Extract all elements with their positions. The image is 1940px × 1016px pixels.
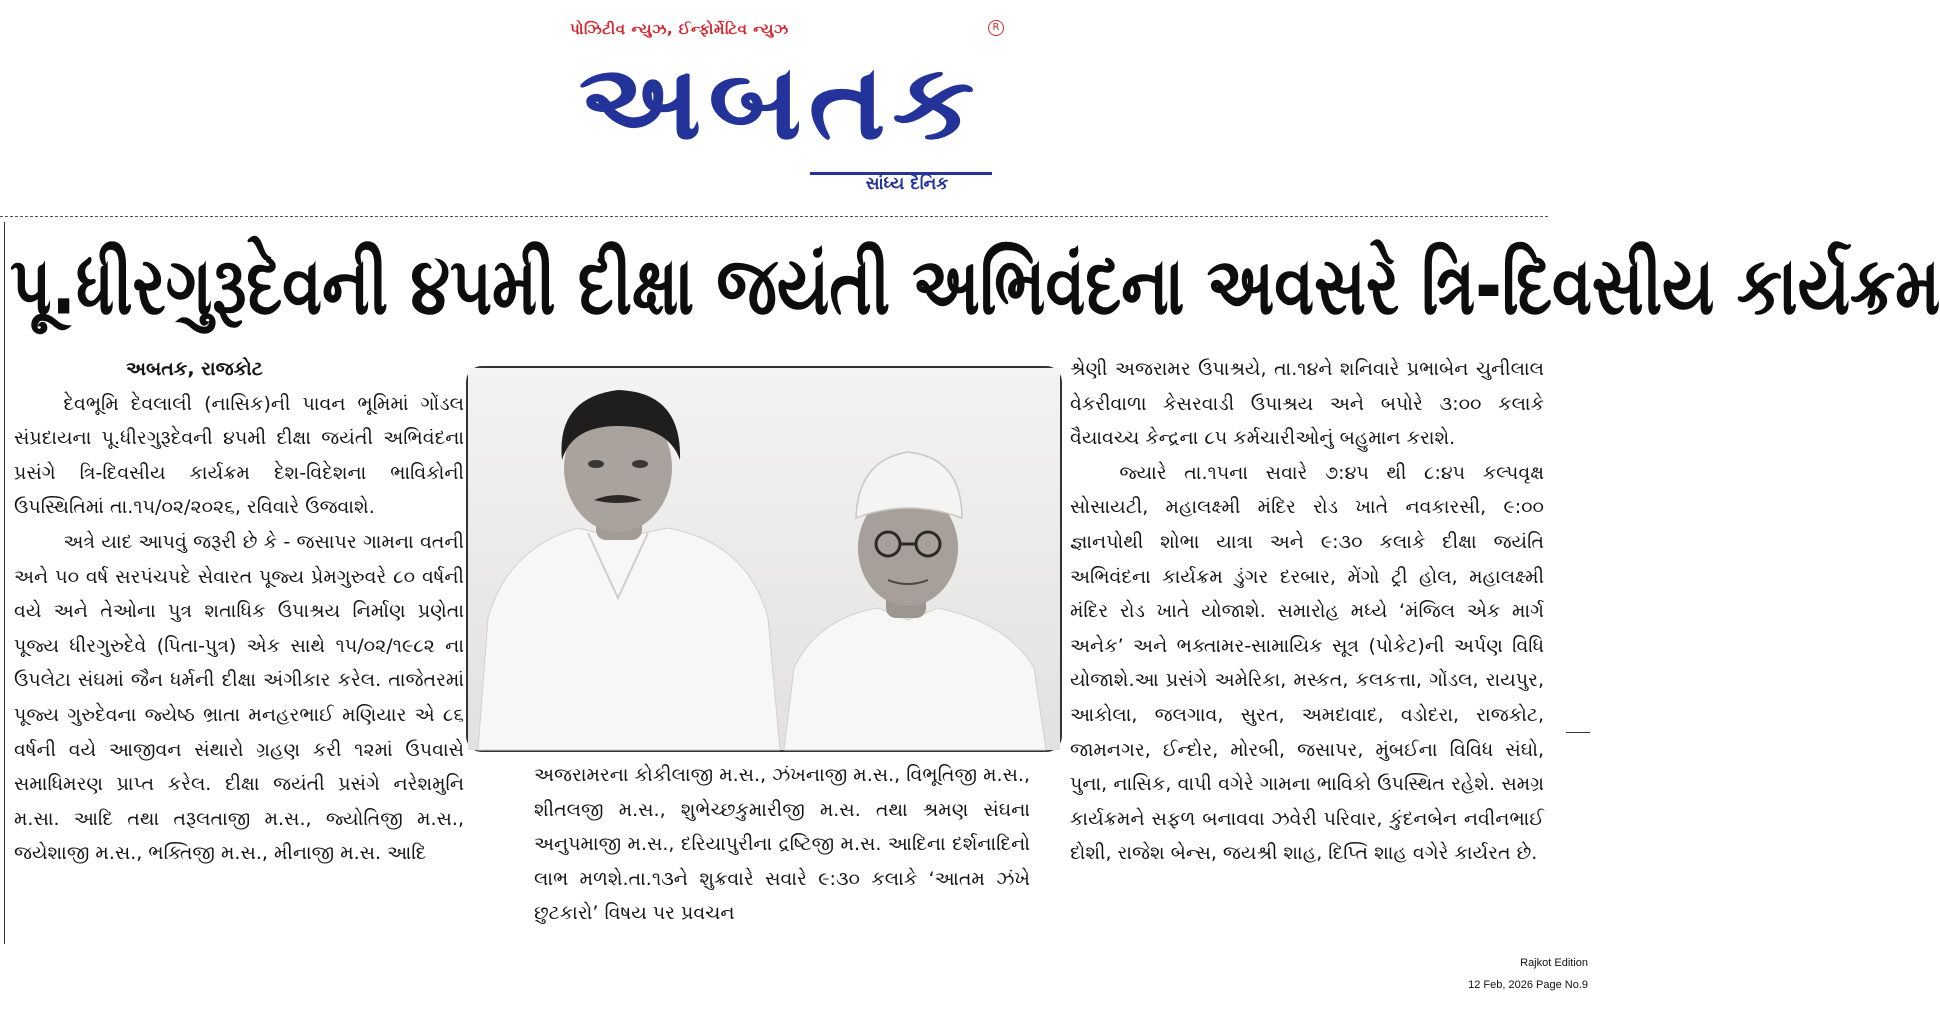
- page-footer: [1468, 952, 1588, 996]
- page-edge-tick: [1566, 732, 1590, 733]
- article-paragraph: શ્રેણી અજરામર ઉપાશ્રયે, તા.૧૪ને શનિવારે પ્રભાબેન ચુનીલાલ વેકરીવાળા કેસરવાડી ઉપાશ્રય અને બપોરે ૩:૦૦ કલાકે વૈયાવચ્ચ કેન્દ્રના ૮૫ કર્મચારીઓનું બહુમાન કરાશે.: [1070, 358, 1544, 450]
- article-left-border: [4, 222, 5, 944]
- article-paragraph: અજરામરના કોકીલાજી મ.સ., ઝંખનાજી મ.સ., વિભૂતિજી મ.સ., શીતલજી મ.સ., શુભેચ્છકુમારીજી મ.સ. તથા શ્રમણ સંઘના અનુપમાજી મ.સ., દરિયાપુરીના દ્રષ્ટિજી મ.સ. આદિના દર્શનાદિનો લાભ મળશે.તા.૧૩ને શુક્રવારે સવારે ૯:૩૦ કલાકે ‘આતમ ઝંખે છુટકારો’ વિષય પર પ્રવચન: [534, 764, 1030, 925]
- article-paragraph: દેવભૂમિ દેવલાલી (નાસિક)ની પાવન ભૂમિમાં ગોંડલ સંપ્રદાયના પૂ.ધીરગુરૂદેવની ૪૫મી દીક્ષા જયંતી અભિવંદના પ્રસંગે ત્રિ-દિવસીય કાર્યક્રમ દેશ-વિદેશના ભાવિકોની ઉપસ્થિતિમાં તા.૧૫/૦૨/૨૦૨૬, રવિવારે ઉજવાશે.: [14, 392, 464, 519]
- article-paragraph: અત્રે યાદ આપવું જરૂરી છે કે - જસાપર ગામના વતની અને ૫૦ વર્ષ સરપંચપદે સેવારત પૂજ્ય પ્રેમગુરુવરે ૮૦ વર્ષની વયે અને તેઓના પુત્ર શતાધિક ઉપાશ્રય નિર્માણ પ્રણેતા પૂજ્ય ધીરગુરુદેવે (પિતા-પુત્ર) એક સાથે ૧૫/૦૨/૧૯૮૨ ના ઉપલેટા સંઘમાં જૈન ધર્મની દીક્ષા અંગીકાર કરેલ. તાજેતરમાં પૂજ્ય ગુરુદેવના જ્યેષ્ઠ ભ્રાતા મનહરભાઈ મણિયાર એ ૮૬ વર્ષની વયે આજીવન સંથારો ગ્રહણ કરી ૧૨માં ઉપવાસે સમાધિમરણ પ્રાપ્ત કરેલ. દીક્ષા જયંતી પ્રસંગે નરેશમુનિ મ.સા. આદિ તથા તરૂલતાજી મ.સ., જ્યોતિજી મ.સ., જયેશાજી મ.સ., ભક્તિજી મ.સ., મીનાજી મ.સ. આદિ: [14, 530, 464, 865]
- article-dateline: અબતક, રાજકોટ: [126, 358, 263, 380]
- article-photo: [466, 366, 1062, 752]
- article-column-1: [14, 352, 464, 936]
- portrait-photo-icon: [468, 368, 1060, 750]
- date-page-label: 12 Feb, 2026 Page No.9: [1468, 979, 1588, 991]
- article-column-3: [1070, 352, 1544, 938]
- edition-type-label: સાંધ્ય દૈનિક: [865, 174, 949, 194]
- registered-trademark-icon: R: [988, 20, 1004, 36]
- edition-label: Rajkot Edition: [1520, 957, 1588, 969]
- masthead: [560, 14, 1020, 204]
- article-headline: પૂ.ધીરગુરૂદેવની ૪૫મી દીક્ષા જયંતી અભિવંદના અવસરે ત્રિ-દિવસીય કાર્યક્રમ: [10, 240, 1940, 334]
- article-column-2: [534, 758, 1030, 938]
- masthead-tagline: પોઝિટીવ ન્યુઝ, ઈન્ફોર્મેટિવ ન્યુઝ: [570, 20, 789, 38]
- article-paragraph: જ્યારે તા.૧૫ના સવારે ૭:૪૫ થી ૮:૪૫ કલ્પવૃક્ષ સોસાયટી, મહાલક્ષ્મી મંદિર રોડ ખાતે નવકારસી, ૯:૦૦ જ્ઞાનપોથી શોભા યાત્રા અને ૯:૩૦ કલાકે દીક્ષા જયંતિ અભિવંદના કાર્યક્રમ ડુંગર દરબાર, મેંગો ટ્રી હોલ, મહાલક્ષ્મી મંદિર રોડ ખાતે યોજાશે. સમારોહ મધ્યે ‘મંજિલ એક માર્ગ અનેક’ અને ભક્તામર-સામાયિક સૂત્ર (પોકેટ)ની અર્પણ વિધિ યોજાશે.આ પ્રસંગે અમેરિકા, મસ્કત, કલકત્તા, ગોંડલ, રાયપુર, આકોલા, જલગાવ, સુરત, અમદાવાદ, વડોદરા, રાજકોટ, જામનગર, ઈન્દોર, મોરબી, જસાપર, મુંબઈના વિવિધ સંઘો, પુના, નાસિક, વાપી વગેરે ગામના ભાવિકો ઉપસ્થિત રહેશે. સમગ્ર કાર્યક્રમને સફળ બનાવવા ઝવેરી પરિવાર, કુંદનબેન નવીનભાઈ દોશી, રાજેશ બેન્સ, જયશ્રી શાહ, દિપ્તિ શાહ વગેરે કાર્યરત છે.: [1070, 461, 1544, 865]
- newspaper-logo: અબતક: [578, 41, 982, 163]
